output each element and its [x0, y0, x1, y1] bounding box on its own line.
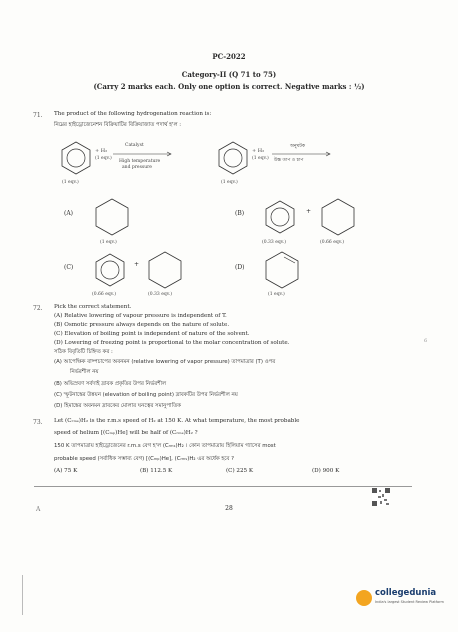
h2-label-2: + H₂: [252, 148, 265, 154]
brand-tagline: India's largest Student Review Platform: [375, 600, 444, 604]
q73-option-b: (B) 112.5 K: [140, 468, 173, 474]
cyclohexane-b: [318, 197, 358, 237]
q71-option-d-label: (D): [235, 264, 245, 271]
q71-text-en: The product of the following hydrogenation reaction is:: [54, 111, 212, 117]
q73-option-a: (A) 75 K: [54, 468, 78, 474]
h2-eqv-1: (1 eqv.): [95, 156, 112, 161]
benzene-c: [92, 252, 128, 288]
benzene-b: [262, 199, 298, 235]
q71-option-c-cap2: (0.33 eqv.): [148, 292, 172, 297]
brand-name: collegedunia: [375, 588, 437, 598]
q71-number: 71.: [33, 112, 43, 119]
q73-bn-line1: 150 K তাপমাত্রায় হাইড্রোজেনের r.m.s বেগ হ'ল (Cᵣₘₛ)H₂ । কোন তাপমাত্রায় হিলিয়াম গ্যাসের most: [54, 443, 276, 449]
category-title: Category-II (Q 71 to 75): [181, 70, 277, 79]
condition-1: High temperature: [119, 159, 161, 164]
h2-eqv-2: (1 eqv.): [252, 156, 269, 161]
catalyst-label-bn: অনুঘটক: [290, 144, 305, 149]
reactant-eqv-2: (1 eqv.): [221, 180, 238, 185]
condition-2: and pressure: [122, 165, 152, 170]
reaction-arrow-2: [272, 152, 332, 156]
q71-option-c-plus: +: [134, 261, 140, 268]
cyclohexane-a: [92, 197, 132, 237]
q71-option-c-label: (C): [64, 264, 74, 271]
q73-option-d: (D) 900 K: [312, 468, 340, 474]
q71-option-a-cap: (1 eqv.): [100, 240, 117, 245]
paper-code: PC-2022: [212, 52, 246, 61]
benzene-reactant: [58, 140, 94, 176]
reaction-arrow-1: [113, 152, 173, 156]
footer-side-letter: A: [36, 506, 41, 513]
collegedunia-logo-icon: [356, 590, 372, 606]
q72-option-a: (A) Relative lowering of vapour pressure is independent of T.: [54, 313, 227, 319]
cyclohexene-d: [262, 250, 302, 290]
q72-bn-stem: সঠিক বিবৃতিটি চিহ্নিত কর :: [54, 349, 113, 355]
reactant-eqv: (1 eqv.): [62, 180, 79, 185]
catalyst-label: Catalyst: [125, 143, 144, 148]
qr-code-icon: [372, 488, 390, 506]
cyclohexane-c: [145, 250, 185, 290]
q73-line1: Let (Cᵣₘₛ)H₂ is the r.m.s speed of H₂ at 150 K. At what temperature, the most probable: [54, 418, 300, 424]
q72-bn-option-a: (A) আপেক্ষিক বাষ্পচাপের অবনমন (relative lowering of vapor pressure) তাপমাত্রার (T) ওপর: [54, 359, 276, 365]
q71-option-b-label: (B): [235, 210, 245, 217]
q73-line2: speed of helium [(Cₘₚ)He] will be half of (Cᵣₘₛ)H₂ ?: [54, 430, 198, 436]
q71-option-d-cap: (1 eqv.): [268, 292, 285, 297]
page-number: 28: [225, 505, 233, 512]
q72-bn-option-b: (B) অভিস্রবণ সর্বদাই দ্রাবক প্রকৃতির উপর নির্ভরশীল: [54, 381, 167, 387]
q72-bn-option-d: (D) হিমাঙ্কের অবনমন দ্রাবকের মোলার ঘনত্বের সমানুপাতিক: [54, 403, 181, 409]
q71-text-bn: নিম্নের হাইড্রোজেনেশন বিক্রিয়াটির বিক্রিয়াজাত পদার্থ হ'ল :: [54, 122, 182, 128]
q72-option-c: (C) Elevation of boiling point is independent of nature of the solvent.: [54, 331, 250, 337]
q72-number: 72.: [33, 305, 43, 312]
q71-option-b-cap1: (0.33 eqv.): [262, 240, 286, 245]
h2-label-1: + H₂: [95, 148, 108, 154]
condition-bn: উচ্চ তাপ ও চাপ: [274, 158, 304, 163]
q73-option-c: (C) 225 K: [226, 468, 254, 474]
q72-option-d: (D) Lowering of freezing point is proportional to the molar concentration of solute.: [54, 340, 290, 346]
page-edge-mark: [22, 575, 23, 615]
margin-mark: 6: [424, 338, 428, 344]
q71-option-b-cap2: (0.66 eqv.): [320, 240, 344, 245]
q73-number: 73.: [33, 419, 43, 426]
benzene-reactant-bn: [215, 140, 251, 176]
q71-option-a-label: (A): [64, 210, 74, 217]
q73-bn-line2: probable speed (সর্বাধিক সম্ভাব্য বেগ) [(Cₘₚ)He], (Cᵣₘₛ)H₂ এর অর্ধেক হবে ?: [54, 456, 234, 462]
q71-option-c-cap1: (0.66 eqv.): [92, 292, 116, 297]
q71-option-b-plus: +: [306, 208, 312, 215]
instructions: (Carry 2 marks each. Only one option is correct. Negative marks : ½): [93, 82, 365, 91]
q72-option-b: (B) Osmotic pressure always depends on the nature of solute.: [54, 322, 230, 328]
q72-bn-option-c: (C) স্ফুটনাঙ্কের উন্নয়ন (elevation of boiling point) দ্রাবকটির উপর নির্ভরশীল নয়: [54, 392, 238, 398]
q72-stem: Pick the correct statement.: [54, 304, 132, 310]
footer-rule: [34, 486, 412, 487]
q72-bn-option-a-cont: নির্ভরশীল নয়: [70, 369, 99, 375]
